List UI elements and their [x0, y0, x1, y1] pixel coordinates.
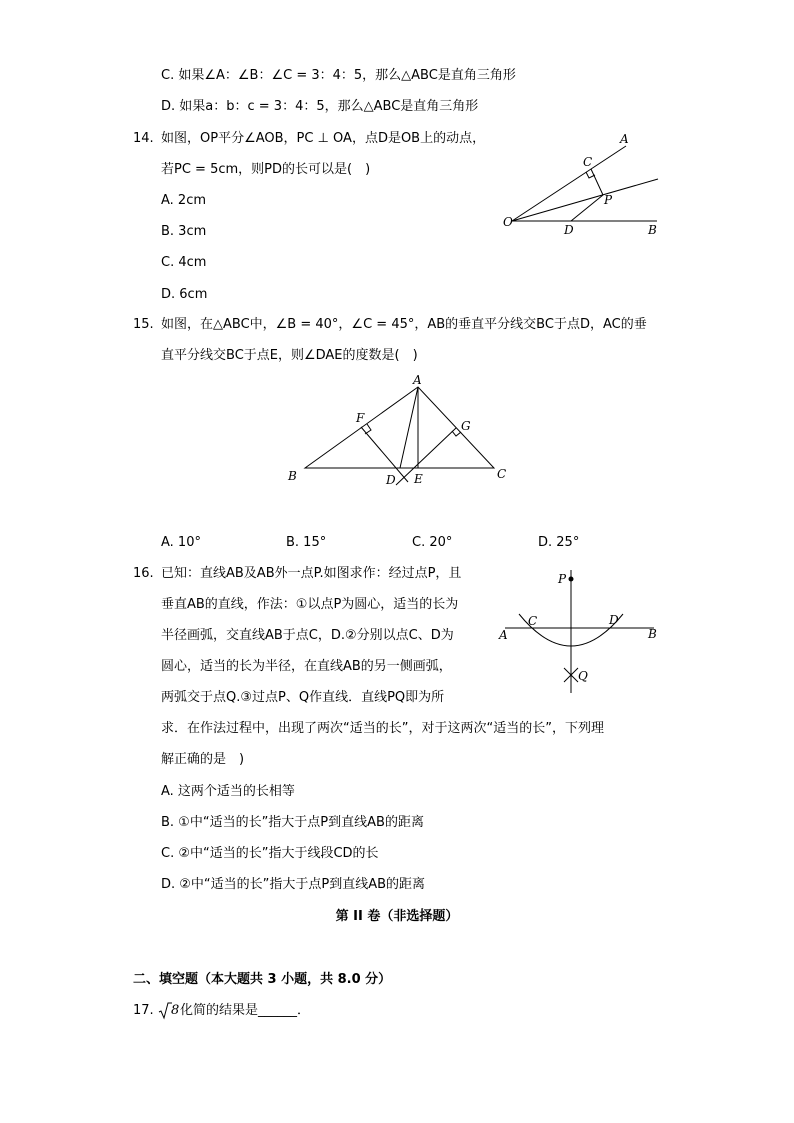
q15-option-b: B. 15°	[286, 535, 327, 550]
q14-label-b: B	[648, 223, 657, 237]
q15-label-f: F	[356, 411, 365, 425]
q16-text-line7: 解正确的是 )	[161, 752, 245, 767]
q16-label-d: D	[609, 613, 619, 627]
q14-text-line1: 如图，OP平分∠AOB，PC ⊥ OA，点D是OB上的动点，	[161, 131, 486, 146]
q14-option-d: D. 6cm	[161, 287, 208, 302]
q13-option-d: D. 如果a：b：c = 3：4：5，那么△ABC是直角三角形	[161, 99, 479, 114]
q14-number: 14.	[133, 131, 154, 146]
q16-option-d: D. ②中“适当的长”指大于点P到直线AB的距离	[161, 877, 426, 892]
q15-label-e: E	[414, 472, 423, 486]
q14-label-c: C	[583, 155, 593, 169]
section-title: 第 II 卷（非选择题）	[335, 909, 459, 924]
q15-label-b: B	[288, 469, 297, 483]
q15-option-a: A. 10°	[161, 535, 201, 550]
q16-option-b: B. ①中“适当的长”指大于点P到直线AB的距离	[161, 815, 424, 830]
q14-option-b: B. 3cm	[161, 224, 207, 239]
q14-label-o: O	[503, 215, 513, 229]
q14-label-a: A	[620, 132, 629, 146]
q15-text-line1: 如图，在△ABC中，∠B = 40°，∠C = 45°，AB的垂直平分线交BC于点D，AC的垂	[161, 317, 647, 332]
q16-label-a: A	[499, 628, 508, 642]
q16-point-p	[569, 577, 574, 582]
q16-text-line4: 圆心，适当的长为半径，在直线AB的另一侧画弧，	[161, 659, 452, 674]
sqrt-icon	[158, 1001, 172, 1019]
q16-text-line2: 垂直AB的直线，作法：①以点P为圆心，适当的长为	[161, 597, 459, 612]
q16-text-line5: 两弧交于点Q.③过点P、Q作直线．直线PQ即为所	[161, 690, 445, 705]
q16-option-a: A. 这两个适当的长相等	[161, 784, 295, 799]
q15-label-g: G	[461, 419, 471, 433]
q16-number: 16.	[133, 566, 154, 581]
q16-text-line6: 求．在作法过程中，出现了两次“适当的长”，对于这两次“适当的长”，下列理	[161, 721, 604, 736]
q15-option-d: D. 25°	[538, 535, 580, 550]
q16-label-c: C	[528, 614, 538, 628]
q15-option-c: C. 20°	[412, 535, 453, 550]
q16-option-c: C. ②中“适当的长”指大于线段CD的长	[161, 846, 379, 861]
part2-heading: 二、填空题（本大题共 3 小题，共 8.0 分）	[133, 972, 392, 987]
q17-text: 化简的结果是______．	[180, 1003, 311, 1018]
q16-label-q: Q	[578, 669, 588, 683]
q14-label-d: D	[564, 223, 574, 237]
q16-label-b: B	[648, 627, 657, 641]
q14-option-a: A. 2cm	[161, 193, 207, 208]
q14-option-c: C. 4cm	[161, 255, 207, 270]
q16-label-p: P	[558, 572, 567, 586]
q13-option-c: C. 如果∠A：∠B：∠C = 3：4：5，那么△ABC是直角三角形	[161, 68, 516, 83]
q15-label-c: C	[497, 467, 507, 481]
q16-text-line3: 半径画弧，交直线AB于点C，D.②分别以点C、D为	[161, 628, 454, 643]
q17-number: 17.	[133, 1003, 154, 1018]
q14-text-line2: 若PC = 5cm，则PD的长可以是( )	[161, 162, 371, 177]
q15-text-line2: 直平分线交BC于点E，则∠DAE的度数是( )	[161, 348, 418, 363]
q14-label-p: P	[604, 193, 613, 207]
q17-radicand: 8	[171, 1003, 180, 1018]
q16-text-line1: 已知：直线AB及AB外一点P.如图求作：经过点P，且	[161, 566, 462, 581]
q15-label-d: D	[386, 473, 396, 487]
q15-label-a: A	[413, 373, 422, 387]
q15-number: 15.	[133, 317, 154, 332]
